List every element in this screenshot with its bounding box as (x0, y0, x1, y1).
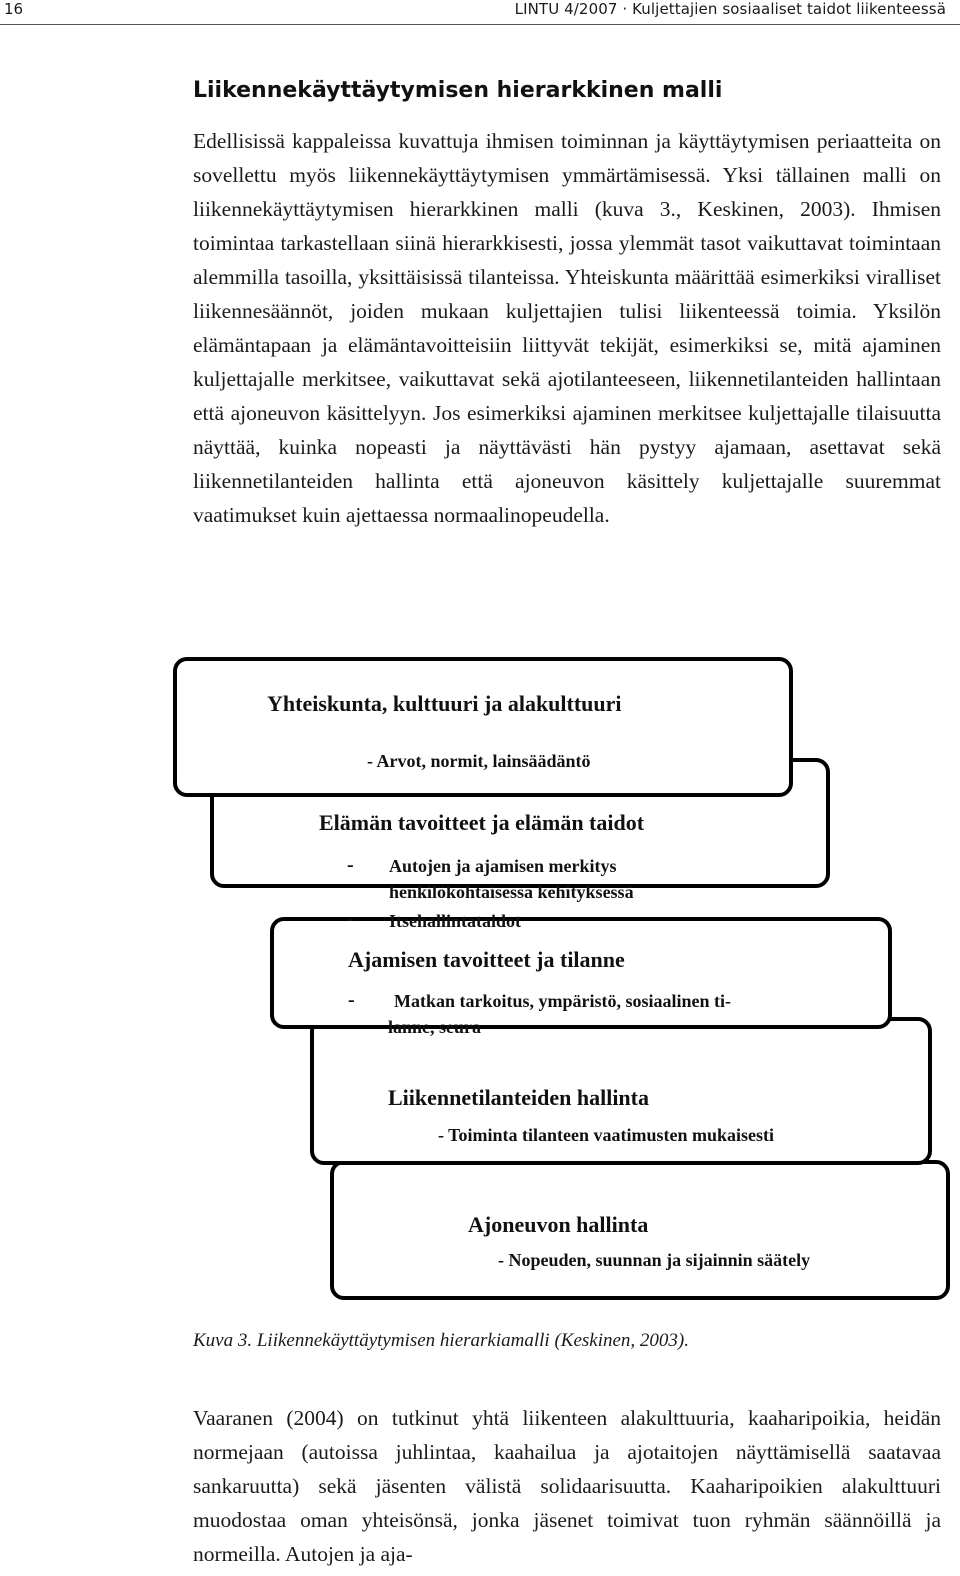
level-title: Elämän tavoitteet ja elämän taidot (319, 810, 645, 835)
intro-paragraph: Edellisissä kappaleissa kuvattuja ihmisen toiminnan ja käyttäytymisen periaatteita on sovellettu myös liikennekäyttäytymisen ymmärtämisessä. Yksi tällainen malli on liikennekäyttäytymisen hierarkkinen malli (kuva 3., Keskinen, 2003). Ihmisen toimintaa tarkastellaan siinä hierarkkisesti, jossa ylemmät tasot vaikuttavat toimintaan alemmilla tasoilla, yksittäisissä tilanteissa. Yhteiskunta määrittää esimerkiksi viralliset liikennesäännöt, joiden mukaan kuljettajien tulisi liikenteessä toimia. Yksilön elämäntapaan ja elämäntavoitteisiin liittyvät tekijät, esimerkiksi se, mitä ajaminen kuljettajalle merkitsee, vaikuttavat sekä ajotilanteeseen, liikennetilanteiden hallintaan että ajoneuvon käsittelyyn. Jos esimerkiksi ajaminen merkitsee kuljettajalle tilaisuutta näyttää, kuinka nopeasti ja näyttävästi hän pystyy ajamaan, asettavat sekä liikennetilanteiden hallinta että ajoneuvon käsittely kuljettajalle suuremmat vaatimukset kuin ajettaessa normaalinopeudella. (193, 129, 941, 527)
header-rule (0, 24, 960, 25)
level-title: Liikennetilanteiden hallinta (388, 1085, 649, 1110)
level-line: Itsehallintataidot (389, 911, 522, 931)
level-title: Ajoneuvon hallinta (468, 1212, 649, 1237)
level-line: Matkan tarkoitus, ympäristö, sosiaalinen ti- (394, 991, 732, 1011)
level-dash: - (347, 854, 354, 876)
level-line: - Nopeuden, suunnan ja sijainnin säätely (498, 1250, 811, 1270)
hierarchy-diagram (170, 655, 960, 1305)
level-title: Yhteiskunta, kulttuuri ja alakulttuuri (267, 691, 622, 716)
level-title: Ajamisen tavoitteet ja tilanne (348, 947, 625, 972)
figure-caption: Kuva 3. Liikennekäyttäytymisen hierarkiamalli (Keskinen, 2003). (193, 1330, 689, 1351)
level-line: lanne, seura (388, 1017, 482, 1037)
closing-paragraph: Vaaranen (2004) on tutkinut yhtä liikenteen alakulttuuria, kaaharipoikia, heidän normejaan (autoissa juhlintaa, kaahailua ja ajotaitojen näyttämisellä saatavaa sankaruutta) sekä jäsenten välistä solidaarisuutta. Kaaharipoikien alakulttuuri muodostaa oman yhteisönsä, jonka jäsenet toimivat tuon ryhmän säännöillä ja normeilla. Autojen ja aja- (193, 1406, 941, 1566)
level-line: - Toiminta tilanteen vaatimusten mukaisesti (438, 1125, 775, 1145)
level-box-vehicle-control (330, 1160, 950, 1300)
section-heading: Liikennekäyttäytymisen hierarkkinen malli (193, 78, 723, 103)
page-number: 16 (4, 0, 24, 18)
level-box-driving-goals (270, 917, 892, 1037)
level-line: - Arvot, normit, lainsäädäntö (367, 751, 591, 771)
running-header-title: LINTU 4/2007 · Kuljettajien sosiaaliset taidot liikenteessä (514, 0, 946, 18)
level-box-society (173, 657, 793, 797)
level-dash: - (347, 908, 354, 930)
level-line: henkilökohtaisessa kehityksessä (389, 882, 634, 902)
level-line: Autojen ja ajamisen merkitys (389, 856, 617, 876)
running-header (0, 0, 960, 22)
level-dash: - (348, 989, 355, 1011)
level-box-traffic-situations (310, 1017, 932, 1165)
